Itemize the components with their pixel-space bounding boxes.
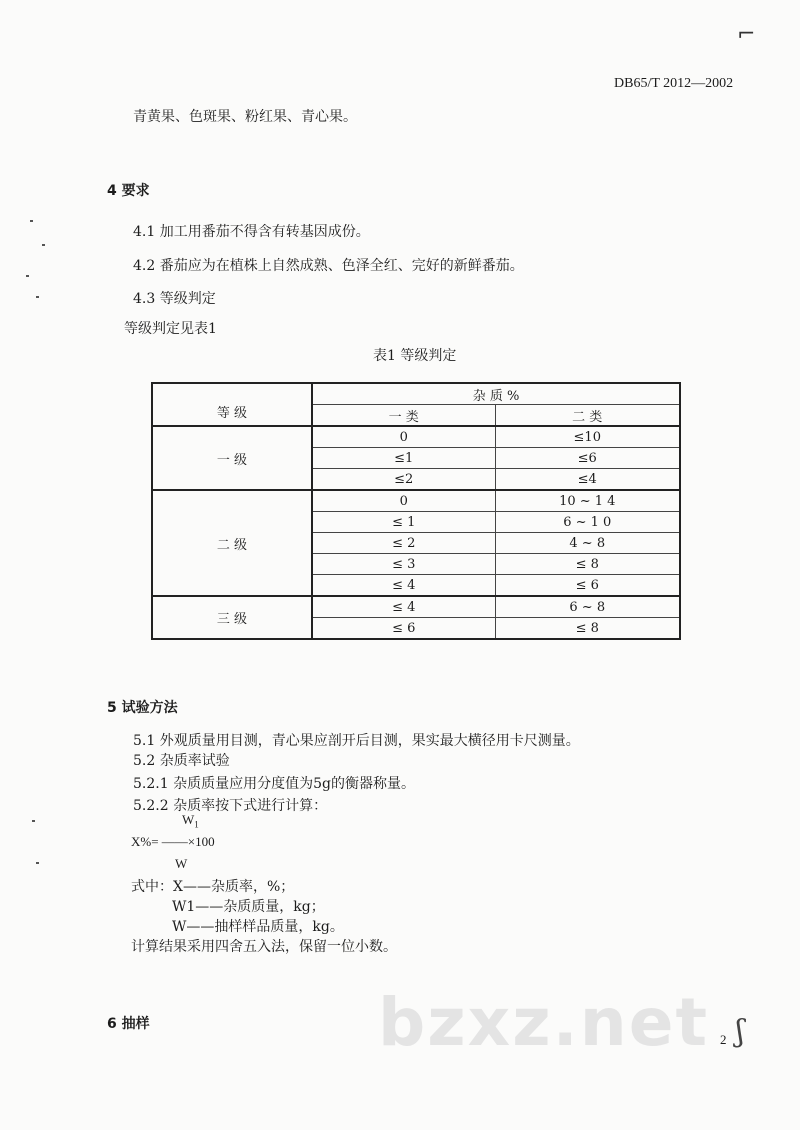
formula-where-w: W——抽样样品质量，kg。 (172, 919, 344, 935)
section-6-heading: 6 抽样 (107, 1016, 150, 1032)
watermark-logo: bzxz.net (378, 984, 710, 1061)
class-1-header: 一 类 (312, 405, 495, 427)
section-4-heading: 4 要求 (107, 183, 150, 199)
formula-numerator: $W_1$ (182, 812, 199, 830)
rounding-note: 计算结果采用四舍五入法，保留一位小数。 (131, 939, 397, 955)
table-cell: ≤ 8 (495, 554, 680, 575)
table-cell: 10 ~ 1 4 (495, 490, 680, 512)
clause-5-2-2: 5.2.2 杂质率按下式进行计算： (133, 798, 328, 814)
grade-table (151, 382, 681, 640)
section-5-heading: 5 试验方法 (107, 700, 178, 716)
table-cell: ≤ 1 (312, 512, 495, 533)
formula-denominator: W (175, 856, 188, 871)
impurity-header: 杂 质 % (312, 383, 680, 405)
table-cell: ≤ 3 (312, 554, 495, 575)
table-cell: ≤10 (495, 426, 680, 448)
table-cell: 6 ~ 8 (495, 596, 680, 618)
clause-4-3: 4.3 等级判定 (133, 291, 216, 307)
table-caption: 表1 等级判定 (373, 348, 457, 364)
table-cell: ≤ 8 (495, 618, 680, 640)
corner-handwritten-mark: ⌐ (737, 22, 756, 47)
table-cell: 4 ~ 8 (495, 533, 680, 554)
table-cell: ≤4 (495, 469, 680, 491)
table-cell: ≤ 2 (312, 533, 495, 554)
page-number: 2 (720, 1032, 727, 1047)
table-cell: ≤ 6 (312, 618, 495, 640)
table-cell: ≤ 4 (312, 596, 495, 618)
grade-1-label: 一 级 (152, 426, 312, 490)
handwritten-scribble: ʃ (736, 1014, 745, 1049)
formula-where-w1: W1——杂质质量，kg； (172, 899, 325, 915)
class-2-header: 二 类 (495, 405, 680, 427)
table-cell: ≤1 (312, 448, 495, 469)
table-cell: ≤2 (312, 469, 495, 491)
grade-2-label: 二 级 (152, 490, 312, 596)
table-cell: 6 ~ 1 0 (495, 512, 680, 533)
intro-line: 青黄果、色斑果、粉红果、青心果。 (133, 109, 357, 125)
clause-5-1: 5.1 外观质量用目测，青心果应剖开后目测，果实最大横径用卡尺测量。 (133, 733, 580, 749)
clause-4-1: 4.1 加工用番茄不得含有转基因成份。 (133, 224, 370, 240)
table-cell: ≤6 (495, 448, 680, 469)
clause-5-2-1: 5.2.1 杂质质量应用分度值为5g的衡器称量。 (133, 776, 415, 792)
table-cell: 0 (312, 426, 495, 448)
clause-4-2: 4.2 番茄应为在植株上自然成熟、色泽全红、完好的新鲜番茄。 (133, 258, 524, 274)
document-code: DB65/T 2012—2002 (614, 76, 734, 91)
formula-where-x: 式中：X——杂质率，%； (131, 879, 295, 895)
grade-3-label: 三 级 (152, 596, 312, 639)
formula-expression: X%= ——×100 (131, 834, 215, 849)
table-reference-note: 等级判定见表1 (124, 321, 217, 337)
grade-header: 等 级 (152, 383, 312, 426)
table-cell: 0 (312, 490, 495, 512)
table-cell: ≤ 4 (312, 575, 495, 597)
table-cell: ≤ 6 (495, 575, 680, 597)
clause-5-2: 5.2 杂质率试验 (133, 753, 230, 769)
